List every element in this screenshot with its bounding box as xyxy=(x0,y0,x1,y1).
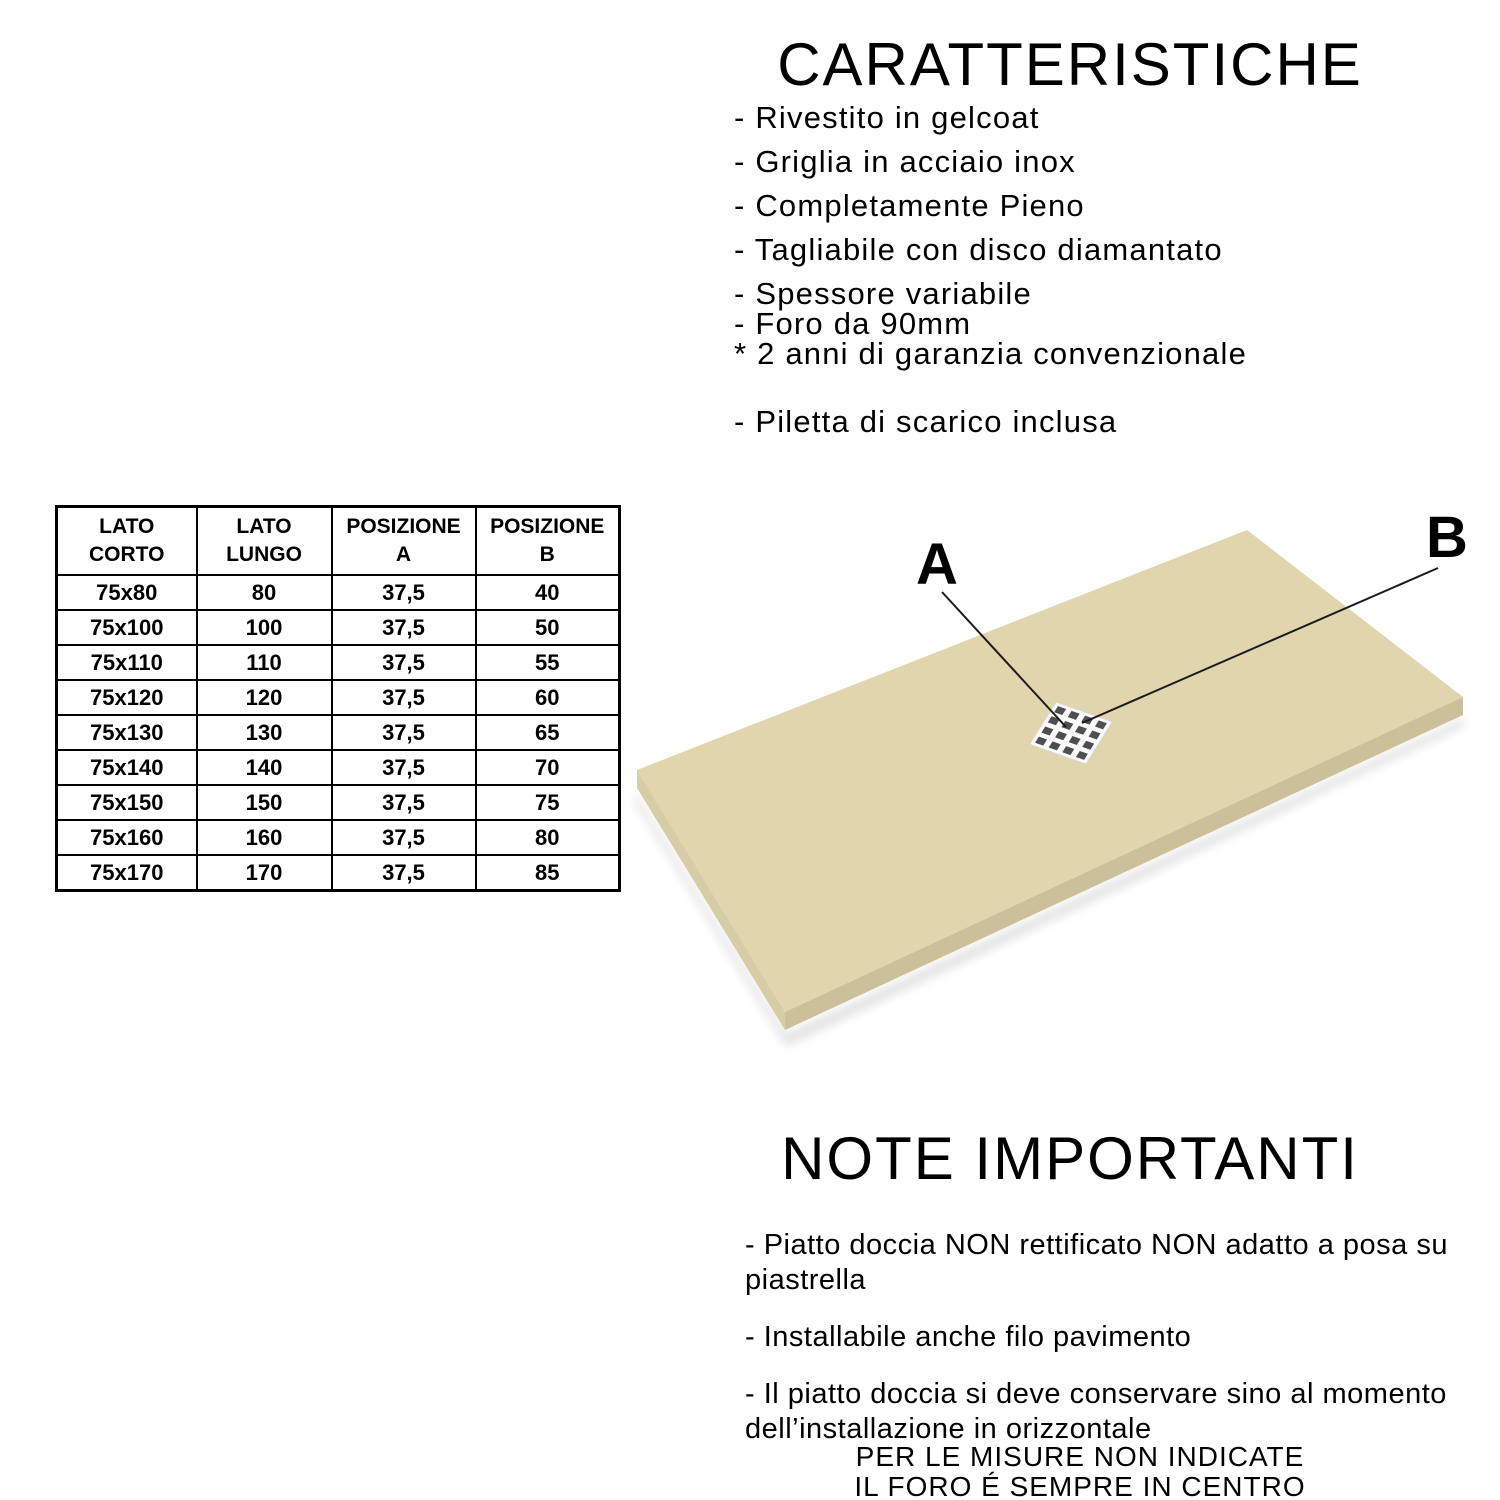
caratteristiche-title: CARATTERISTICHE xyxy=(777,31,1363,98)
product-illustration xyxy=(600,480,1500,1080)
table-cell: 75x170 xyxy=(57,855,197,891)
feature-item: - Griglia in acciaio inox xyxy=(734,144,1076,179)
feature-item: * 2 anni di garanzia convenzionale xyxy=(734,336,1248,371)
table-cell: 130 xyxy=(197,715,332,750)
feature-item: - Completamente Pieno xyxy=(734,188,1085,223)
table-cell: 140 xyxy=(197,750,332,785)
table-cell: 37,5 xyxy=(332,645,476,680)
header-line: LATO xyxy=(236,515,292,538)
table-row xyxy=(57,680,620,715)
table-cell: 65 xyxy=(476,715,620,750)
table-cell: 110 xyxy=(197,645,332,680)
header-line: LUNGO xyxy=(226,543,302,566)
table-cell: 37,5 xyxy=(332,855,476,891)
feature-item: - Rivestito in gelcoat xyxy=(734,100,1040,135)
table-row xyxy=(57,855,620,891)
table-cell: 120 xyxy=(197,680,332,715)
feature-item: - Tagliabile con disco diamantato xyxy=(734,232,1223,267)
table-cell: 75x150 xyxy=(57,785,197,820)
table-cell: 37,5 xyxy=(332,715,476,750)
table-cell: 80 xyxy=(197,575,332,610)
column-header-posizione-b xyxy=(476,507,620,576)
column-header-posizione-a xyxy=(332,507,476,576)
table-cell: 75x100 xyxy=(57,610,197,645)
table-cell: 37,5 xyxy=(332,610,476,645)
header-line: POSIZIONE xyxy=(490,515,605,538)
footer-note xyxy=(790,1442,1370,1500)
table-cell: 170 xyxy=(197,855,332,891)
table-cell: 37,5 xyxy=(332,575,476,610)
table-row xyxy=(57,575,620,610)
note-item: - Piatto doccia NON rettificato NON adatto a posa su piastrella xyxy=(745,1229,1448,1296)
table-cell: 75x120 xyxy=(57,680,197,715)
table-row xyxy=(57,750,620,785)
notes-list xyxy=(745,1228,1465,1469)
table-cell: 75x160 xyxy=(57,820,197,855)
table-cell: 37,5 xyxy=(332,680,476,715)
header-line: POSIZIONE xyxy=(346,515,461,538)
table-cell: 75 xyxy=(476,785,620,820)
table-cell: 100 xyxy=(197,610,332,645)
label-a: A xyxy=(916,532,958,597)
note-item: - Installabile anche filo pavimento xyxy=(745,1321,1192,1353)
feature-item: - Spessore variabile xyxy=(734,276,1032,311)
feature-list xyxy=(734,100,1248,451)
footer-note-line: IL FORO É SEMPRE IN CENTRO xyxy=(854,1471,1306,1500)
header-line: B xyxy=(539,543,555,566)
table-cell: 75x80 xyxy=(57,575,197,610)
table-row xyxy=(57,785,620,820)
table-cell: 75x130 xyxy=(57,715,197,750)
table-row xyxy=(57,820,620,855)
header-line: CORTO xyxy=(89,543,165,566)
table-cell: 60 xyxy=(476,680,620,715)
table-cell: 55 xyxy=(476,645,620,680)
table-cell: 150 xyxy=(197,785,332,820)
table-cell: 37,5 xyxy=(332,750,476,785)
feature-item: - Foro da 90mm xyxy=(734,306,972,341)
column-header-lato-corto xyxy=(57,507,197,576)
table-cell: 75x140 xyxy=(57,750,197,785)
header-line: A xyxy=(395,543,412,566)
note-item: - Il piatto doccia si deve conservare sino al momento dell’installazione in orizzontale xyxy=(745,1378,1447,1445)
label-b: B xyxy=(1426,505,1468,570)
column-header-lato-lungo xyxy=(197,507,332,576)
table-cell: 75x110 xyxy=(57,645,197,680)
feature-item: - Piletta di scarico inclusa xyxy=(734,404,1118,439)
table-row xyxy=(57,645,620,680)
table-cell: 85 xyxy=(476,855,620,891)
note-importanti-title: NOTE IMPORTANTI xyxy=(781,1125,1359,1192)
table-cell: 80 xyxy=(476,820,620,855)
dimensions-table xyxy=(55,505,621,892)
table-row xyxy=(57,610,620,645)
table-cell: 40 xyxy=(476,575,620,610)
header-line: LATO xyxy=(99,515,155,538)
table-row xyxy=(57,715,620,750)
table-cell: 160 xyxy=(197,820,332,855)
table-cell: 70 xyxy=(476,750,620,785)
footer-note-line: PER LE MISURE NON INDICATE xyxy=(855,1441,1305,1472)
table-cell: 50 xyxy=(476,610,620,645)
table-cell: 37,5 xyxy=(332,785,476,820)
table-header-row xyxy=(57,507,620,576)
table-cell: 37,5 xyxy=(332,820,476,855)
